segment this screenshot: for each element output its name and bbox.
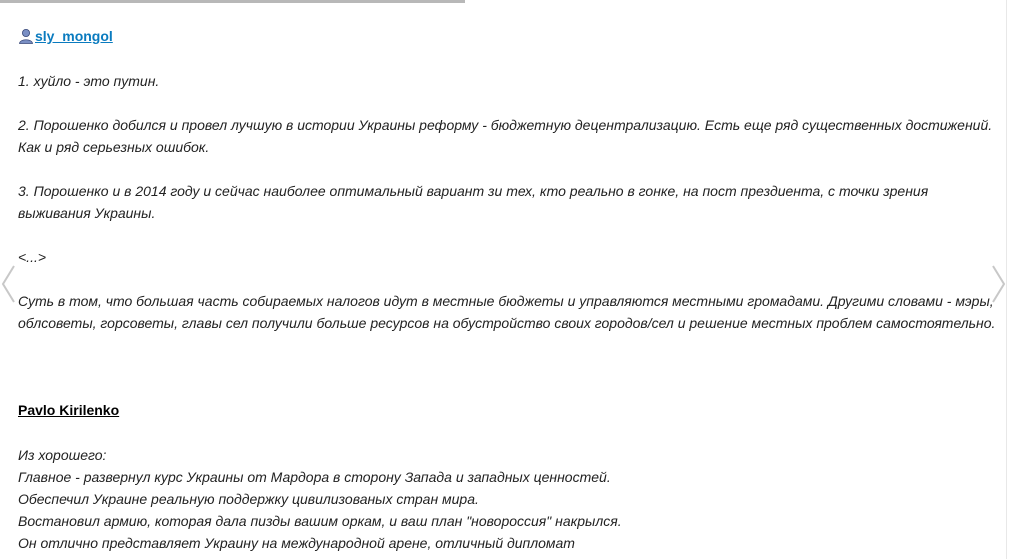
comment-paragraph: <...> bbox=[18, 249, 47, 265]
chevron-left-icon bbox=[0, 264, 20, 304]
comment-author bbox=[18, 402, 119, 418]
comment-paragraph: 3. Порошенко и в 2014 году и сейчас наиболее оптимальный вариант зи тех, кто реально в гонке, на пост прездиента, с точки зрения выживания Украины. bbox=[18, 183, 929, 221]
user-icon bbox=[18, 28, 34, 44]
comment-line: Главное - развернул курс Украины от Мардора в сторону Запада и западных ценностей. bbox=[18, 469, 611, 485]
comment-paragraph: Суть в том, что большая часть собираемых налогов идут в местные бюджеты и управляются местными громадами. Другими словами - мэры, облсоветы, горсоветы, главы сел получили больше ресурсов на обустройство своих городов/сел и решение местных проблем самостоятельно. bbox=[18, 293, 996, 331]
comment-line: Из хорошего: bbox=[18, 447, 107, 463]
author-link-sly-mongol[interactable]: sly_mongol bbox=[35, 28, 113, 44]
author-link-pavlo-kirilenko[interactable]: Pavlo Kirilenko bbox=[18, 402, 120, 418]
comment-paragraph: 1. хуйло - это путин. bbox=[18, 73, 160, 89]
comment-paragraph: 2. Порошенко добился и провел лучшую в истории Украины реформу - бюджетную децентрализацию. Есть еще ряд существенных достижений. Как и ряд серьезных ошибок. bbox=[18, 117, 993, 155]
top-progress-bar bbox=[0, 0, 465, 3]
comment-line: Обеспечил Украине реальную поддержку цивилизованых стран мира. bbox=[18, 491, 479, 507]
comment-author bbox=[18, 28, 113, 44]
prev-arrow-button[interactable] bbox=[0, 264, 20, 304]
comment-line: Востановил армию, которая дала пизды вашим оркам, и ваш план "новороссия" накрылся. bbox=[18, 513, 622, 529]
comment-line: Он отлично представляет Украину на международной арене, отличный дипломат bbox=[18, 535, 575, 551]
